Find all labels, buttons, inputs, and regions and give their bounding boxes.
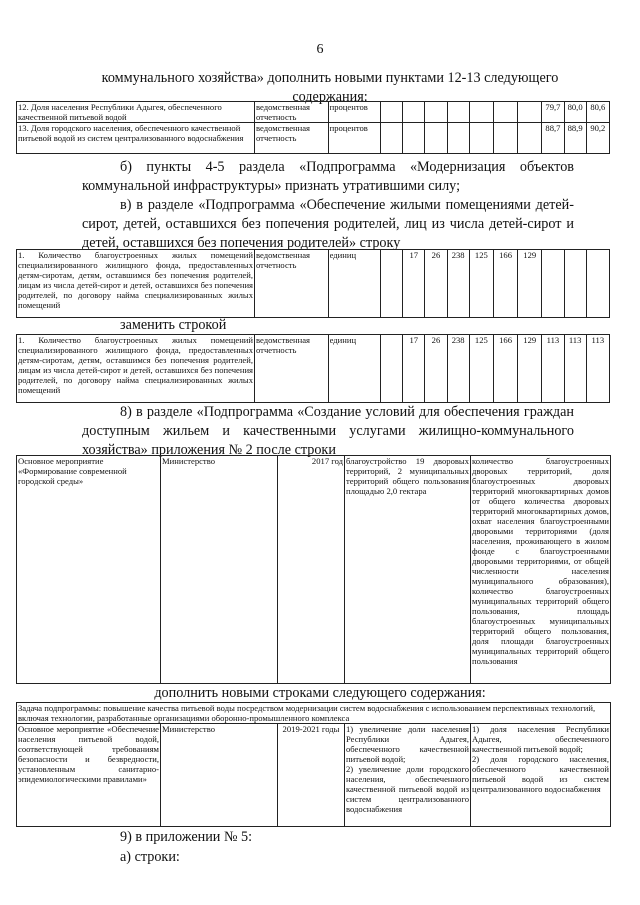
measure-name: Основное мероприятие «Формирование современной городской среды»: [17, 456, 161, 684]
indicator-source: ведомственная отчетность: [255, 102, 329, 123]
value-cell: 125: [469, 250, 493, 318]
page-number: 6: [316, 42, 324, 57]
value-cell: 80,0: [564, 102, 586, 123]
indicator-name: 13. Доля городского населения, обеспеченного качественной питьевой водой из систем централизованного водоснабжения: [17, 123, 255, 154]
indicator-unit: единиц: [328, 250, 380, 318]
indicator-source: ведомственная отчетность: [255, 335, 329, 403]
indicators-table-orphans-new: [16, 334, 610, 403]
value-cell: 88,9: [564, 123, 586, 154]
measures-table-water: [16, 702, 611, 827]
value-cell: 129: [518, 250, 542, 318]
paragraph-intro: коммунального хозяйства» дополнить новыми пунктами 12-13 следующего содержания:: [101, 70, 559, 105]
value-cell: 238: [447, 250, 469, 318]
value-cell: 26: [425, 335, 447, 403]
value-cell: 129: [518, 335, 542, 403]
value-cell: 113: [542, 335, 564, 403]
value-cell: 17: [403, 335, 425, 403]
measure-result-1: 1) увеличение доли населения Республики Адыгея, обеспеченного качественной питьевой водой;: [346, 724, 469, 764]
table-row: [17, 724, 611, 827]
indicator-source: ведомственная отчетность: [255, 123, 329, 154]
measure-indicator-1: 1) доля населения Республики Адыгея, обеспеченного качественной питьевой водой;: [472, 724, 609, 754]
measure-indicators: [471, 724, 611, 827]
measure-name: Основное мероприятие «Обеспечение населения питьевой водой, соответствующей требованиям безопасности и безвредности, установленным санитарно-эпидемиологическими правилами»: [17, 724, 161, 827]
measure-executor: Министерство: [161, 456, 278, 684]
value-cell: 113: [564, 335, 586, 403]
indicator-unit: единиц: [328, 335, 380, 403]
indicators-table-water: [16, 101, 610, 154]
table-row: [17, 335, 610, 403]
value-cell: 17: [403, 250, 425, 318]
value-cell: 80,6: [586, 102, 609, 123]
value-cell: 90,2: [586, 123, 609, 154]
measure-executor: Министерство: [161, 724, 278, 827]
value-cell: 166: [493, 335, 517, 403]
measure-result: [345, 724, 471, 827]
paragraph-a: а) строки:: [120, 849, 180, 865]
measures-table-urban-environment: [16, 455, 611, 684]
indicator-name: 12. Доля населения Республики Адыгея, обеспеченного качественной питьевой водой: [17, 102, 255, 123]
measure-indicator-2: 2) доля городского населения, обеспеченного качественной питьевой водой из систем централизованного водоснабжения: [472, 754, 609, 794]
indicator-unit: процентов: [328, 102, 380, 123]
measure-result: благоустройство 19 дворовых территорий, 2 муниципальных территорий общего пользования площадью 2,0 гектара: [345, 456, 471, 684]
indicator-name: 1. Количество благоустроенных жилых помещений специализированного жилищного фонда, предоставленных детям-сиротам, детям, оставшимся без попечения родителей, лицам из числа детей-сирот и детей, оставшихся без попечения родителей, по договору найма специализированных жилых помещений: [17, 250, 255, 318]
value-cell: 125: [469, 335, 493, 403]
table-row: [17, 456, 611, 684]
value-cell: 88,7: [542, 123, 564, 154]
paragraph-add-rows: дополнить новыми строками следующего содержания:: [154, 685, 486, 701]
paragraph-8: 8) в разделе «Подпрограмма «Создание условий для обеспечения граждан доступным жильем и качественными услугами жилищно-коммунального хозяйства» приложения № 2 после строки: [82, 404, 574, 458]
indicator-unit: процентов: [328, 123, 380, 154]
table-row: [17, 703, 611, 724]
table-row: [17, 123, 610, 154]
indicator-name: 1. Количество благоустроенных жилых помещений специализированного жилищного фонда, предоставленных детям-сиротам, детям, оставшимся без попечения родителей, лицам из числа детей-сирот и детей, оставшихся без попечения родителей, по договору найма специализированных жилых помещений: [17, 335, 255, 403]
value-cell: 166: [493, 250, 517, 318]
value-cell: 79,7: [542, 102, 564, 123]
measure-indicators: количество благоустроенных дворовых территорий, доля благоустроенных дворовых территорий многоквартирных домов от общего количества дворовых территорий многоквартирных домов, охват населения благоустроенными дворовыми территориями (доля населения, проживающего в жилом фонде с благоустроенными дворовыми территориями, от общей численности населения муниципального образования), количество благоустроенных муниципальных территорий общего пользования, площадь благоустроенных муниципальных территорий общего пользования, доля площади благоустроенных муниципальных территорий общего пользования: [471, 456, 611, 684]
table-row: [17, 250, 610, 318]
paragraph-replace: заменить строкой: [120, 317, 227, 333]
value-cell: 113: [586, 335, 609, 403]
value-cell: 26: [425, 250, 447, 318]
indicator-source: ведомственная отчетность: [255, 250, 329, 318]
subprogram-task: Задача подпрограммы: повышение качества питьевой воды посредством модернизации систем водоснабжения с использованием перспективных технологий, включая технологии, разработанные организациями оборонно-промышленного комплекса: [17, 703, 611, 724]
indicators-table-orphans-old: [16, 249, 610, 318]
paragraph-v: в) в разделе «Подпрограмма «Обеспечение жилыми помещениями детей-сирот, детей, оставшихся без попечения родителей, лиц из числа детей-сирот и детей, оставшихся без попечения родителей» строку: [82, 197, 574, 251]
value-cell: 238: [447, 335, 469, 403]
measure-period: 2019-2021 годы: [278, 724, 345, 827]
paragraph-b: б) пункты 4-5 раздела «Подпрограмма «Модернизация объектов коммунальной инфраструктуры» признать утратившими силу;: [82, 159, 574, 194]
measure-result-2: 2) увеличение доли городского населения, обеспеченного качественной питьевой водой из систем централизованного водоснабжения: [346, 764, 469, 814]
table-row: [17, 102, 610, 123]
measure-period: 2017 год: [278, 456, 345, 684]
paragraph-9: 9) в приложении № 5:: [120, 829, 253, 845]
